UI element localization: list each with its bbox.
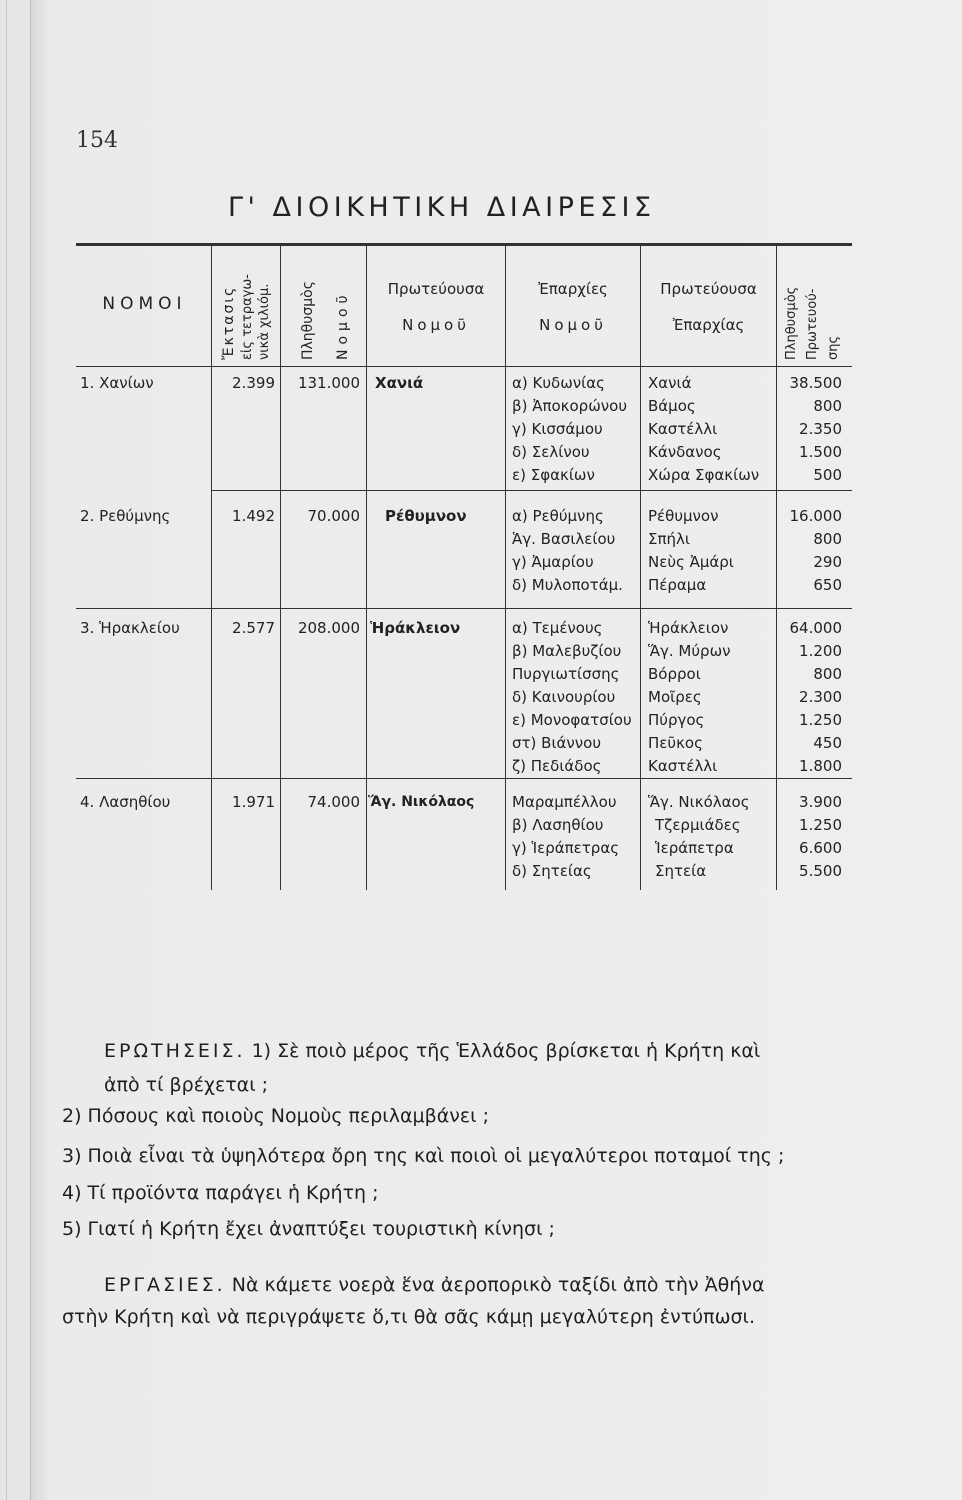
eparchia-name: β) Μαλεβυζίου: [512, 642, 622, 660]
nomos-name: 3. Ἡρακλείου: [80, 619, 180, 637]
eparchia-name: δ) Σελίνου: [512, 443, 590, 461]
questions-label: ΕΡΩΤΗΣΕΙΣ.: [104, 1040, 246, 1062]
eparchia-capital: Ἅγ. Μύρων: [648, 642, 731, 660]
capital-population: 800: [813, 530, 842, 548]
eparchia-capital: Βάμος: [648, 397, 696, 415]
eparchia-capital: Ἅγ. Νικόλαος: [648, 793, 750, 811]
eparchia-capital: Νεὺς Ἀμάρι: [648, 553, 734, 571]
eparchia-capital: Χανιά: [648, 374, 692, 392]
header-protevousa-nomou-line1: Πρωτεύουσα: [387, 280, 485, 298]
eparchia-name: στ) Βιάννου: [512, 734, 602, 752]
eparchia-name: Πυργιωτίσσης: [512, 665, 620, 683]
eparchia-capital: Σητεία: [655, 862, 707, 880]
nomos-name: 1. Χανίων: [80, 374, 154, 392]
header-protevousa-eparchias-line2: Ἐπαρχίας: [672, 316, 745, 334]
capital-population: 650: [813, 576, 842, 594]
capital-population: 1.500: [799, 443, 842, 461]
header-ektasis-line2: εἰς τετραγω-: [240, 274, 255, 360]
capital-population: 450: [813, 734, 842, 752]
eparchia-name: Ἁγ. Βασιλείου: [512, 530, 616, 548]
eparchia-capital: Ἡράκλειον: [648, 619, 729, 637]
col-sep-3: [366, 246, 367, 890]
task-item: Νὰ κάμετε νοερὰ ἕνα ἀεροπορικὸ ταξίδι ἀπὸ τὴν Ἀθήνα: [231, 1274, 765, 1296]
header-nomoi: ΝΟΜΟΙ: [102, 294, 187, 314]
page-number: 154: [76, 128, 118, 153]
area-value: 1.971: [232, 793, 275, 811]
col-sep-2: [280, 246, 281, 890]
capital-population: 5.500: [799, 862, 842, 880]
eparchia-name: β) Ἀποκορώνου: [512, 397, 627, 415]
col-sep-6: [776, 246, 777, 890]
eparchia-name: β) Λασηθίου: [512, 816, 604, 834]
eparchia-capital: Σπήλι: [648, 530, 690, 548]
nomos-capital: Ἅγ. Νικόλαος: [368, 794, 475, 810]
page-fold-line: [6, 0, 7, 1500]
question-item: ἀπὸ τί βρέχεται ;: [104, 1074, 269, 1096]
tasks-heading: [104, 1274, 764, 1296]
col-sep-5: [640, 246, 641, 890]
eparchia-capital: Ἱεράπετρα: [655, 839, 734, 857]
population-value: 208.000: [297, 619, 360, 637]
question-item: 3) Ποιὰ εἶναι τὰ ὑψηλότερα ὄρη της καὶ ποιοὶ οἱ μεγαλύτεροι ποταμοί της ;: [62, 1145, 785, 1167]
eparchia-name: γ) Ἀμαρίου: [512, 553, 594, 571]
eparchia-capital: Τζερμιάδες: [655, 816, 741, 834]
eparchia-name: α) Ρεθύμνης: [512, 507, 604, 525]
header-plythysmos-protevousis-line3: σης: [826, 335, 841, 360]
questions-heading: [104, 1040, 760, 1062]
section-title: Γ' ΔΙΟΙΚΗΤΙΚΗ ΔΙΑΙΡΕΣΙΣ: [228, 192, 656, 223]
area-value: 1.492: [232, 507, 275, 525]
population-value: 74.000: [307, 793, 360, 811]
header-plythysmos-line1: Πληθυσμὸς: [300, 281, 316, 360]
eparchia-name: ε) Σφακίων: [512, 466, 595, 484]
header-eparchies-line1: Ἐπαρχίες: [538, 280, 608, 298]
eparchia-capital: Χώρα Σφακίων: [648, 466, 760, 484]
eparchia-name: γ) Ἱεράπετρας: [512, 839, 620, 857]
capital-population: 2.350: [799, 420, 842, 438]
question-item: 1) Σὲ ποιὸ μέρος τῆς Ἑλλάδος βρίσκεται ἡ Κρήτη καὶ: [251, 1040, 761, 1062]
header-eparchies-line2: Νομοῦ: [539, 316, 607, 334]
area-value: 2.399: [232, 374, 275, 392]
eparchia-name: α) Τεμένους: [512, 619, 603, 637]
population-value: 70.000: [307, 507, 360, 525]
population-value: 131.000: [297, 374, 360, 392]
capital-population: 6.600: [799, 839, 842, 857]
capital-population: 290: [813, 553, 842, 571]
capital-population: 1.800: [799, 757, 842, 775]
col-sep-1: [211, 246, 212, 890]
tasks-label: ΕΡΓΑΣΙΕΣ.: [104, 1274, 226, 1296]
eparchia-name: ε) Μονοφατσίου: [512, 711, 632, 729]
capital-population: 64.000: [789, 619, 842, 637]
nomos-capital: Ἡράκλειον: [370, 619, 461, 637]
eparchia-capital: Πέραμα: [648, 576, 707, 594]
question-item: 2) Πόσους καὶ ποιοὺς Νομοὺς περιλαμβάνει ;: [62, 1105, 489, 1127]
header-protevousa-eparchias-line1: Πρωτεύουσα: [660, 280, 757, 298]
eparchia-capital: Βόρροι: [648, 665, 701, 683]
eparchia-capital: Καστέλλι: [648, 420, 718, 438]
header-ektasis-line1: Ἔκτασις: [221, 285, 237, 360]
table-top-rule: [76, 243, 852, 246]
eparchia-name: δ) Καινουρίου: [512, 688, 616, 706]
question-item: 4) Τί προϊόντα παράγει ἡ Κρήτη ;: [62, 1182, 379, 1204]
capital-population: 16.000: [789, 507, 842, 525]
capital-population: 500: [813, 466, 842, 484]
eparchia-capital: Ρέθυμνον: [648, 507, 719, 525]
eparchia-capital: Πεῦκος: [648, 734, 703, 752]
capital-population: 38.500: [789, 374, 842, 392]
header-plythysmos-protevousis-line2: Πρωτευού-: [805, 288, 820, 360]
nomos-name: 2. Ρεθύμνης: [80, 507, 171, 525]
col-sep-4: [505, 246, 506, 890]
eparchia-capital: Πύργος: [648, 711, 705, 729]
capital-population: 800: [813, 665, 842, 683]
capital-population: 3.900: [799, 793, 842, 811]
task-item: στὴν Κρήτη καὶ νὰ περιγράψετε ὅ,τι θὰ σᾶς κάμῃ μεγαλύτερη ἐντύπωσι.: [62, 1306, 756, 1328]
capital-population: 2.300: [799, 688, 842, 706]
eparchia-capital: Μοῖρες: [648, 688, 702, 706]
header-plythysmos-protevousis-line1: Πληθυσμὸς: [784, 286, 799, 360]
group-separator: [76, 608, 852, 609]
eparchia-name: δ) Σητείας: [512, 862, 592, 880]
area-value: 2.577: [232, 619, 275, 637]
eparchia-name: γ) Κισσάμου: [512, 420, 603, 438]
group-separator: [76, 778, 852, 779]
eparchia-capital: Κάνδανος: [648, 443, 722, 461]
nomos-name: 4. Λασηθίου: [80, 793, 171, 811]
header-bottom-rule: [76, 366, 852, 367]
eparchia-name: ζ) Πεδιάδος: [512, 757, 602, 775]
capital-population: 1.200: [799, 642, 842, 660]
capital-population: 1.250: [799, 816, 842, 834]
eparchia-name: Μαραμπέλλου: [512, 793, 617, 811]
header-ektasis-line3: νικὰ χιλιόμ.: [257, 283, 272, 360]
nomos-capital: Χανιά: [375, 374, 424, 392]
header-protevousa-nomou-line2: Νομοῦ: [402, 316, 470, 334]
eparchia-name: δ) Μυλοποτάμ.: [512, 576, 623, 594]
group-separator: [211, 490, 852, 491]
capital-population: 800: [813, 397, 842, 415]
eparchia-name: α) Κυδωνίας: [512, 374, 605, 392]
header-plythysmos-line2: Νομοῦ: [335, 290, 351, 360]
capital-population: 1.250: [799, 711, 842, 729]
question-item: 5) Γιατί ἡ Κρήτη ἔχει ἀναπτύξει τουριστικὴ κίνησι ;: [62, 1218, 555, 1240]
eparchia-capital: Καστέλλι: [648, 757, 718, 775]
nomos-capital: Ρέθυμνον: [385, 507, 467, 525]
